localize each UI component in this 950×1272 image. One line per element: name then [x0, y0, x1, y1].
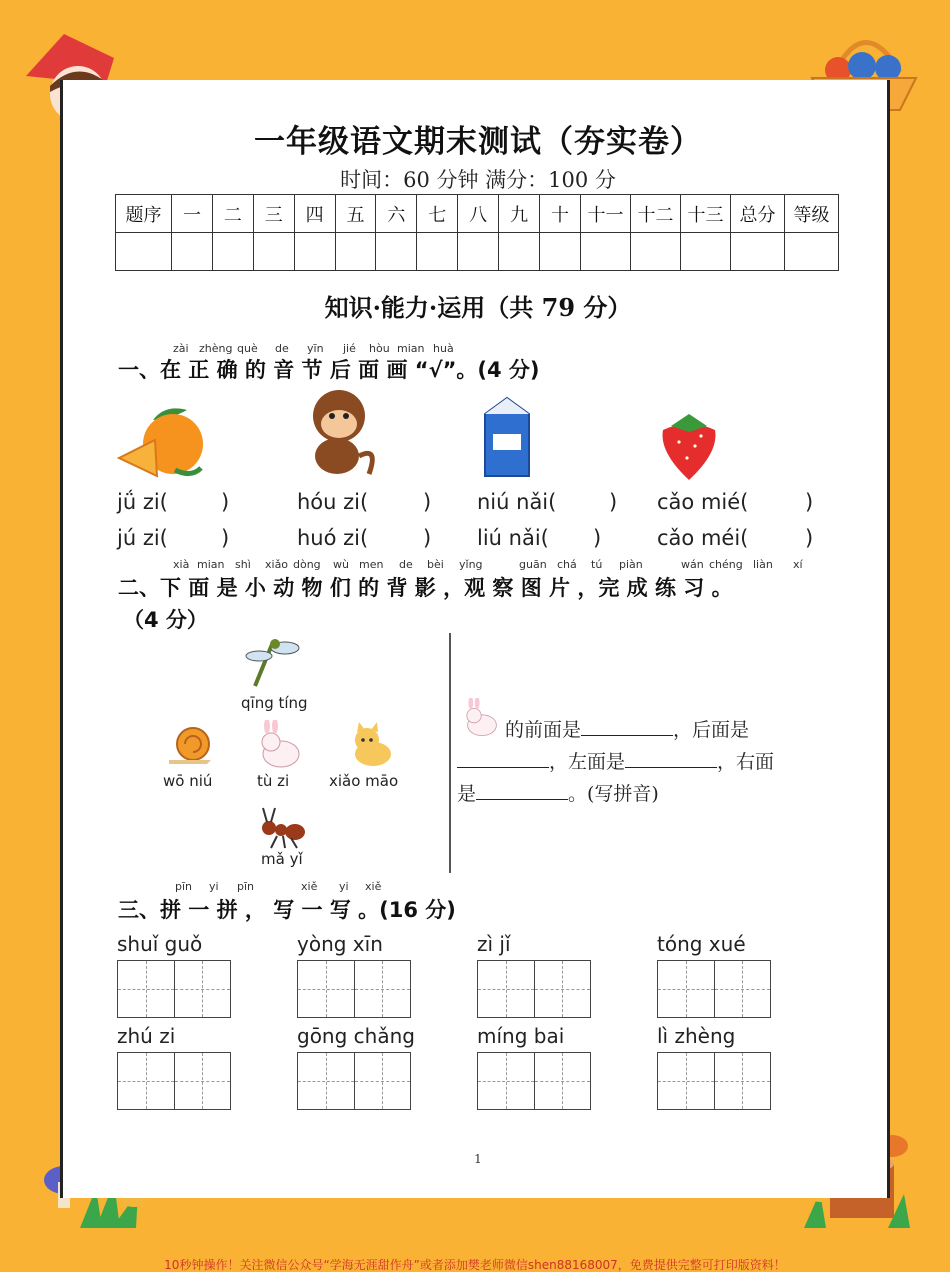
- q1-option-close-paren: ): [805, 490, 814, 514]
- rabbit-image: [255, 720, 307, 770]
- q3-word-pinyin: yòng xīn: [297, 932, 383, 956]
- q1-pinyin: què: [237, 342, 258, 355]
- q2-divider: [449, 633, 451, 873]
- tianzige-writing-box[interactable]: [477, 1052, 591, 1110]
- q1-option-label: huó zi(: [297, 526, 369, 550]
- score-header-cell: 十二: [631, 195, 681, 233]
- score-header-cell: 七: [417, 195, 458, 233]
- q2-fill-sentence: [457, 714, 837, 810]
- q3-word-pinyin: tóng xué: [657, 932, 746, 956]
- q3-pinyin: pīn: [175, 880, 193, 893]
- score-table-header-row: [116, 195, 839, 233]
- q1-pinyin: mian: [397, 342, 425, 355]
- q2-fill-part: ，右面: [717, 751, 775, 773]
- strawberry-image: [657, 406, 721, 482]
- q2-pinyin: mian: [197, 558, 225, 571]
- q1-option-label: liú nǎi(: [477, 526, 549, 550]
- monkey-image: [297, 386, 383, 478]
- exam-paper: [60, 80, 890, 1198]
- milk-image: [479, 394, 535, 480]
- q3-word-pinyin: zhú zi: [117, 1024, 176, 1048]
- tianzige-writing-box[interactable]: [657, 1052, 771, 1110]
- tianzige-writing-box[interactable]: [297, 960, 411, 1018]
- answer-blank-front[interactable]: [581, 718, 673, 736]
- q1-option[interactable]: [117, 526, 230, 550]
- score-table-blank-row: [116, 233, 839, 271]
- animal-label-cat: xiǎo māo: [329, 772, 399, 790]
- q2-fill-part: 的前面是: [505, 719, 582, 741]
- q3-word-pinyin: míng bai: [477, 1024, 565, 1048]
- section-title: 知识·能力·运用（共 79 分）: [324, 293, 632, 322]
- q3-pinyin: yi: [339, 880, 349, 893]
- q2-pinyin: xià: [173, 558, 190, 571]
- q1-option[interactable]: [657, 490, 814, 514]
- q2-fill-part: ，后面是: [673, 719, 750, 741]
- score-cell[interactable]: [681, 233, 731, 271]
- q2-pinyin: dòng: [293, 558, 321, 571]
- q2-pinyin: xí: [793, 558, 803, 571]
- animal-label-ant: mǎ yǐ: [261, 850, 303, 868]
- q3-instruction: 三、拼 一 拼 ， 写 一 写 。(16 分): [118, 898, 456, 922]
- q1-option-close-paren: ): [423, 526, 432, 550]
- score-cell[interactable]: [581, 233, 631, 271]
- page-title: 一年级语文期末测试（夯实卷）: [254, 124, 702, 160]
- q1-pinyin: jié: [343, 342, 356, 355]
- animal-label-dragonfly: qīng tíng: [241, 694, 308, 712]
- score-header-cell: 五: [335, 195, 376, 233]
- score-header-cell: 等级: [785, 195, 839, 233]
- q1-pinyin: yīn: [307, 342, 324, 355]
- score-header-cell: 十一: [581, 195, 631, 233]
- q3-word-pinyin: lì zhèng: [657, 1024, 736, 1048]
- q2-pinyin: shì: [235, 558, 251, 571]
- score-header-cell: 九: [499, 195, 540, 233]
- answer-blank-right[interactable]: [476, 782, 568, 800]
- answer-blank-back[interactable]: [457, 750, 549, 768]
- score-cell[interactable]: [631, 233, 681, 271]
- score-header-cell: 一: [172, 195, 213, 233]
- score-header-cell: 四: [294, 195, 335, 233]
- score-cell[interactable]: [335, 233, 376, 271]
- q1-option-close-paren: ): [593, 526, 602, 550]
- score-cell[interactable]: [172, 233, 213, 271]
- q2-pinyin: wù: [333, 558, 349, 571]
- score-cell[interactable]: [499, 233, 540, 271]
- q2-pinyin: men: [359, 558, 384, 571]
- tianzige-writing-box[interactable]: [117, 960, 231, 1018]
- score-header-cell: 题序: [116, 195, 172, 233]
- snail-image: [167, 724, 215, 766]
- q2-fill-part: 。(写拼音): [568, 783, 659, 805]
- q1-instruction: 一、在 正 确 的 音 节 后 面 画 “√”。(4 分): [118, 358, 540, 382]
- page-number: 1: [474, 1152, 482, 1166]
- animal-label-rabbit: tù zi: [257, 772, 290, 790]
- animal-label-snail: wō niú: [163, 772, 213, 790]
- q1-option[interactable]: [297, 490, 432, 514]
- q1-option-label: jú zi(: [117, 526, 168, 550]
- exam-time-and-score: 时间：60 分钟 满分：100 分: [340, 168, 616, 192]
- q1-option-label: cǎo mié(: [657, 490, 749, 514]
- score-cell[interactable]: [731, 233, 785, 271]
- q2-pinyin: piàn: [619, 558, 643, 571]
- q2-pinyin: xiǎo: [265, 558, 289, 571]
- q2-instruction: 二、下 面 是 小 动 物 们 的 背 影 ，观 察 图 片 ，完 成 练 习 。: [118, 576, 733, 600]
- q3-pinyin: yi: [209, 880, 219, 893]
- q1-pinyin: hòu: [369, 342, 390, 355]
- q3-pinyin: xiě: [365, 880, 382, 893]
- q1-pinyin: zhèng: [199, 342, 233, 355]
- q2-pinyin: guān: [519, 558, 547, 571]
- score-cell[interactable]: [540, 233, 581, 271]
- q3-word-pinyin: shuǐ guǒ: [117, 932, 203, 956]
- tianzige-writing-box[interactable]: [657, 960, 771, 1018]
- q2-pinyin: chéng: [709, 558, 743, 571]
- q1-option-close-paren: ): [805, 526, 814, 550]
- score-header-cell: 六: [376, 195, 417, 233]
- q1-option[interactable]: [117, 490, 230, 514]
- score-cell[interactable]: [253, 233, 294, 271]
- q1-option-close-paren: ): [221, 526, 230, 550]
- q1-option[interactable]: [477, 490, 618, 514]
- q1-pinyin: de: [275, 342, 289, 355]
- score-header-cell: 二: [212, 195, 253, 233]
- score-cell[interactable]: [212, 233, 253, 271]
- q2-pinyin: chá: [557, 558, 577, 571]
- q1-pinyin: huà: [433, 342, 454, 355]
- score-cell[interactable]: [785, 233, 839, 271]
- q1-option-label: niú nǎi(: [477, 490, 557, 514]
- q1-option-close-paren: ): [221, 490, 230, 514]
- q2-pinyin: bèi: [427, 558, 444, 571]
- q2-fill-part: 是: [457, 783, 477, 805]
- tianzige-writing-box[interactable]: [297, 1052, 411, 1110]
- score-cell[interactable]: [294, 233, 335, 271]
- q1-option-label: hóu zi(: [297, 490, 369, 514]
- score-header-cell: 八: [458, 195, 499, 233]
- footer-promo-text: 10秒钟操作！关注微信公众号“学海无涯甜作舟”或者添加樊老师微信shen88168007，免费提供完整可打印版资料！: [164, 1258, 786, 1272]
- score-table: [115, 194, 839, 271]
- tianzige-writing-box[interactable]: [117, 1052, 231, 1110]
- q1-option-close-paren: ): [423, 490, 432, 514]
- q2-pinyin: yǐng: [459, 558, 483, 571]
- score-cell[interactable]: [417, 233, 458, 271]
- answer-blank-left[interactable]: [625, 750, 717, 768]
- score-cell[interactable]: [458, 233, 499, 271]
- q2-pinyin: de: [399, 558, 413, 571]
- q1-option-label: cǎo méi(: [657, 526, 749, 550]
- dragonfly-image: [245, 634, 301, 688]
- score-header-cell: 十: [540, 195, 581, 233]
- q2-fill-part: ，左面是: [549, 751, 626, 773]
- tianzige-writing-box[interactable]: [477, 960, 591, 1018]
- cat-image: [345, 720, 397, 768]
- orange-image: [115, 404, 209, 482]
- ant-image: [257, 806, 307, 850]
- q1-option[interactable]: [477, 526, 602, 550]
- q1-option[interactable]: [657, 526, 814, 550]
- score-header-cell: 总分: [731, 195, 785, 233]
- score-header-cell: 十三: [681, 195, 731, 233]
- q3-pinyin: xiě: [301, 880, 318, 893]
- q2-score: （4 分）: [123, 608, 208, 632]
- score-cell[interactable]: [116, 233, 172, 271]
- q2-pinyin: tú: [591, 558, 603, 571]
- q3-word-pinyin: zì jǐ: [477, 932, 511, 956]
- q2-pinyin: wán: [681, 558, 704, 571]
- q1-option[interactable]: [297, 526, 432, 550]
- score-header-cell: 三: [253, 195, 294, 233]
- q3-pinyin: pīn: [237, 880, 255, 893]
- q1-option-close-paren: ): [609, 490, 618, 514]
- q3-word-pinyin: gōng chǎng: [297, 1024, 415, 1048]
- score-cell[interactable]: [376, 233, 417, 271]
- q1-option-label: jǘ zi(: [117, 490, 168, 514]
- q1-pinyin: zài: [173, 342, 189, 355]
- q2-pinyin: liàn: [753, 558, 773, 571]
